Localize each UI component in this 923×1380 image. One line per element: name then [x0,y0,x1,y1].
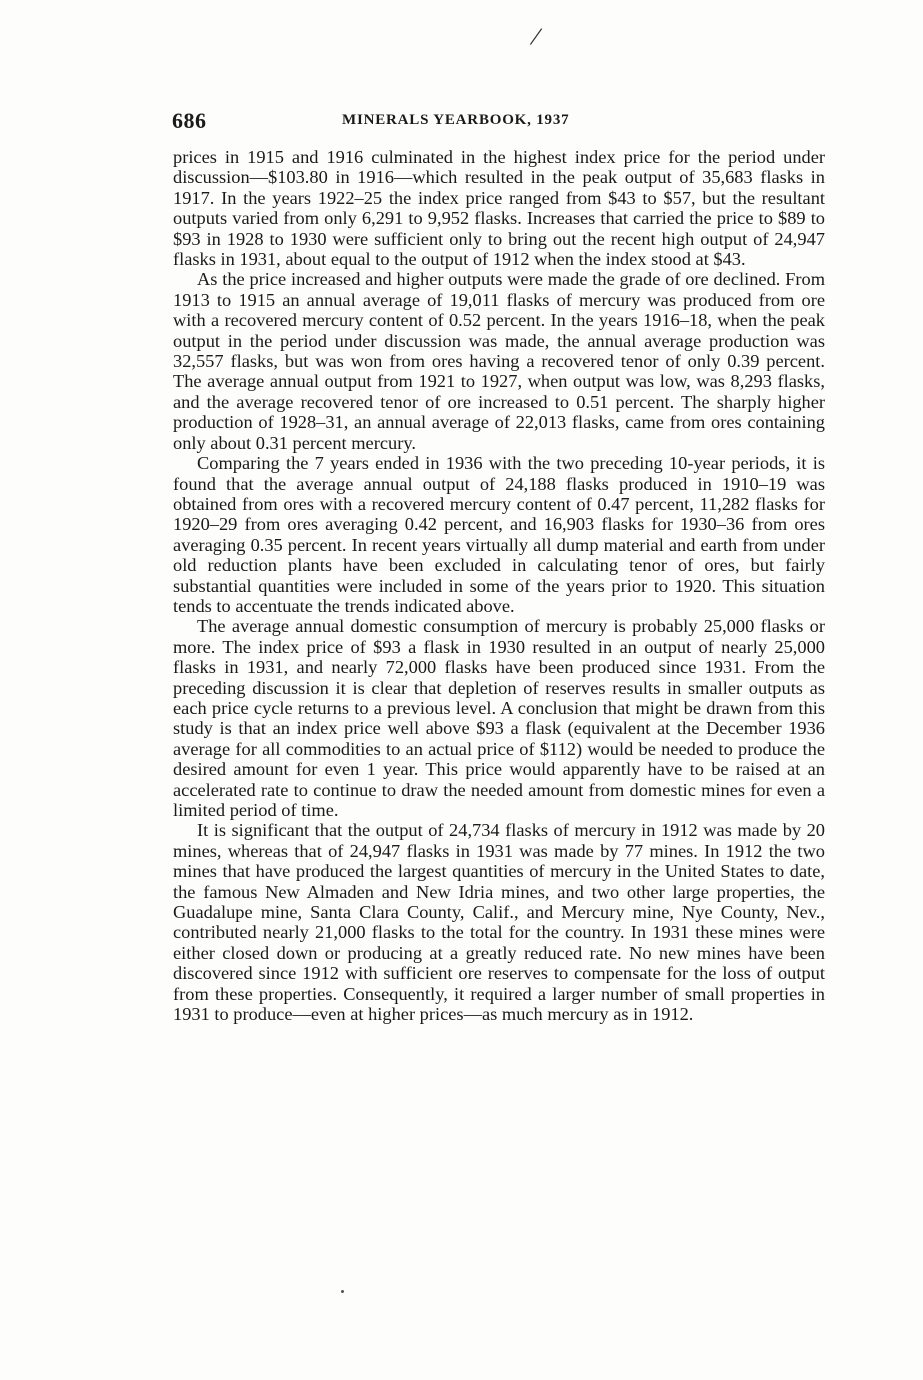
paragraph-5: It is significant that the output of 24,734 flasks of mercury in 1912 was made by 20 mines, whereas that of 24,947 flasks in 1931 was made by 77 mines. In 1912 the two mines that have produced the largest quantities of mercury in the United States to date, the famous New Almaden and New Idria mines, and two other large properties, the Guadalupe mine, Santa Clara County, Calif., and Mercury mine, Nye County, Nev., contributed nearly 21,000 flasks to the total for the country. In 1931 these mines were either closed down or producing at a greatly reduced rate. No new mines have been discovered since 1912 with sufficient ore reserves to compensate for the loss of output from these properties. Consequently, it required a larger number of small properties in 1931 to produce—even at higher prices—as much mercury as in 1912. [173,820,825,1025]
pencil-margin-mark: / [530,21,542,52]
body-text [173,147,825,1024]
page-number: 686 [172,108,207,133]
running-head: MINERALS YEARBOOK, 1937 [342,112,570,128]
paragraph-3: Comparing the 7 years ended in 1936 with the two preceding 10-year periods, it is found that the average annual output of 24,188 flasks produced in 1910–19 was obtained from ores with a recovered mercury content of 0.47 percent, 11,282 flasks for 1920–29 from ores averaging 0.42 percent, and 16,903 flasks for 1930–36 from ores averaging 0.35 percent. In recent years virtually all dump material and earth from under old reduction plants have been excluded in calculating tenor of ores, but fairly substantial quantities were included in some of the years prior to 1920. This situation tends to accentuate the trends indicated above. [173,453,825,616]
scan-speck [341,1290,344,1293]
paragraph-2: As the price increased and higher outputs were made the grade of ore declined. From 1913 to 1915 an annual average of 19,011 flasks of mercury was produced from ore with a recovered mercury content of 0.52 percent. In the years 1916–18, when the peak output in the period under discussion was made, the annual average production was 32,557 flasks, but was won from ores having a recovered tenor of only 0.39 percent. The average annual output from 1921 to 1927, when output was low, was 8,293 flasks, and the average recovered tenor of ore increased to 0.51 percent. The sharply higher production of 1928–31, an annual average of 22,013 flasks, came from ores containing only about 0.31 percent mercury. [173,269,825,453]
page-header [172,108,824,138]
paragraph-1: prices in 1915 and 1916 culminated in the highest index price for the period under discussion—$103.80 in 1916—which resulted in the peak output of 35,683 flasks in 1917. In the years 1922–25 the index price ranged from $43 to $57, but the resultant outputs varied from only 6,291 to 9,952 flasks. Increases that carried the price to $89 to $93 in 1928 to 1930 were sufficient only to bring out the recent high output of 24,947 flasks in 1931, about equal to the output of 1912 when the index stood at $43. [173,147,825,270]
paragraph-4: The average annual domestic consumption of mercury is probably 25,000 flasks or more. The index price of $93 a flask in 1930 resulted in an output of nearly 25,000 flasks in 1931, and nearly 72,000 flasks have been produced since 1931. From the preceding discussion it is clear that depletion of reserves results in smaller outputs as each price cycle returns to a previous level. A conclusion that might be drawn from this study is that an index price well above $93 a flask (equivalent at the December 1936 average for all commodities to an actual price of $112) would be needed to produce the desired amount for even 1 year. This price would apparently have to be raised at an accelerated rate to continue to draw the needed amount from domestic mines for even a limited period of time. [173,616,825,820]
